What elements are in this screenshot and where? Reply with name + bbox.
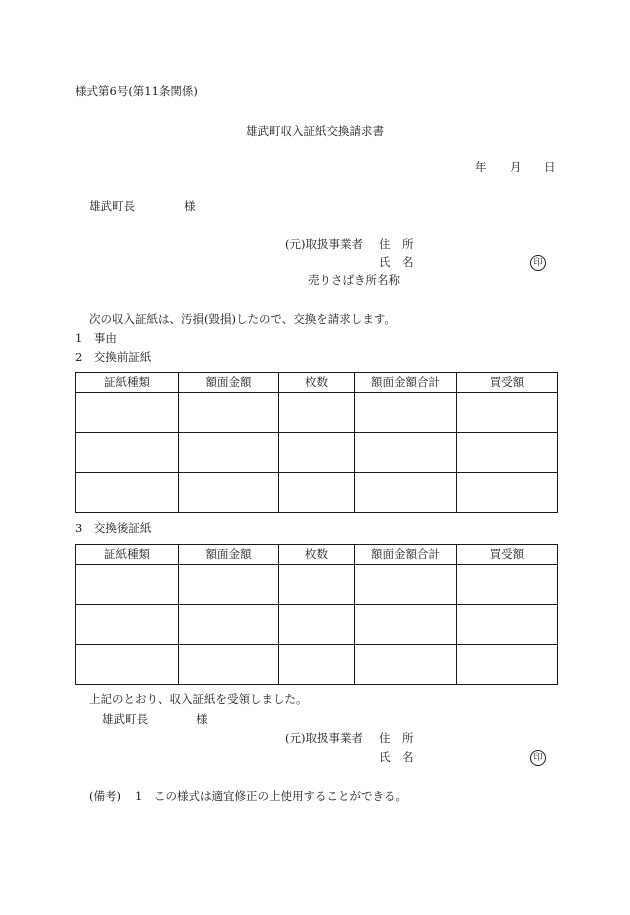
table-cell[interactable] xyxy=(179,565,279,605)
table-row xyxy=(76,605,558,645)
applicant-role: (元)取扱事業者 xyxy=(285,237,363,251)
date-day-label: 日 xyxy=(544,160,556,174)
header-purchase-amount: 買受額 xyxy=(457,373,558,393)
table-cell[interactable] xyxy=(457,473,558,513)
table-cell[interactable] xyxy=(279,433,355,473)
addressee-name: 雄武町長 xyxy=(89,199,135,213)
table-header-row xyxy=(76,373,558,393)
shop-name-label: 売りさばき所名称 xyxy=(308,273,400,287)
date-month-label: 月 xyxy=(510,160,522,174)
table-cell[interactable] xyxy=(76,433,179,473)
table-cell[interactable] xyxy=(457,565,558,605)
table-row xyxy=(76,433,558,473)
date-year-label: 年 xyxy=(475,160,487,174)
table-cell[interactable] xyxy=(457,433,558,473)
table-cell[interactable] xyxy=(179,473,279,513)
table-cell[interactable] xyxy=(179,433,279,473)
table-cell[interactable] xyxy=(179,645,279,685)
table-cell[interactable] xyxy=(457,393,558,433)
table-header-row xyxy=(76,545,558,565)
header-stamp-type: 証紙種類 xyxy=(76,373,179,393)
header-face-value: 額面金額 xyxy=(179,545,279,565)
form-number: 様式第6号(第11条関係) xyxy=(75,84,198,98)
header-purchase-amount: 買受額 xyxy=(457,545,558,565)
table-cell[interactable] xyxy=(457,645,558,685)
table-row xyxy=(76,393,558,433)
table-cell[interactable] xyxy=(76,645,179,685)
receipt-addressee-honorific: 様 xyxy=(196,712,208,726)
addressee-honorific: 様 xyxy=(184,199,196,213)
table-cell[interactable] xyxy=(179,605,279,645)
receipt-name-label: 氏 名 xyxy=(379,750,414,764)
after-exchange-table xyxy=(75,544,558,685)
request-statement: 次の収入証紙は、汚損(毀損)したので、交換を請求します。 xyxy=(89,312,396,326)
applicant-name-label: 氏 名 xyxy=(379,255,414,269)
table-cell[interactable] xyxy=(279,565,355,605)
receipt-address-label: 住 所 xyxy=(379,731,414,745)
header-face-value-total: 額面金額合計 xyxy=(355,545,457,565)
header-face-value-total: 額面金額合計 xyxy=(355,373,457,393)
table-row xyxy=(76,645,558,685)
receipt-role: (元)取扱事業者 xyxy=(285,731,363,745)
table-cell[interactable] xyxy=(76,565,179,605)
table-cell[interactable] xyxy=(76,605,179,645)
receipt-statement: 上記のとおり、収入証紙を受領しました。 xyxy=(89,692,308,706)
seal-mark: 印 xyxy=(530,750,546,766)
table-cell[interactable] xyxy=(76,393,179,433)
table-row xyxy=(76,473,558,513)
header-stamp-type: 証紙種類 xyxy=(76,545,179,565)
table-cell[interactable] xyxy=(279,605,355,645)
header-face-value: 額面金額 xyxy=(179,373,279,393)
table-cell[interactable] xyxy=(279,473,355,513)
table-cell[interactable] xyxy=(355,473,457,513)
table-cell[interactable] xyxy=(279,393,355,433)
remarks-text: この様式は適宜修正の上使用することができる。 xyxy=(154,789,407,803)
applicant-address-label: 住 所 xyxy=(379,237,414,251)
remarks-number: 1 xyxy=(135,789,143,803)
before-exchange-table xyxy=(75,372,558,513)
receipt-addressee-name: 雄武町長 xyxy=(102,712,148,726)
header-count: 枚数 xyxy=(279,545,355,565)
table-cell[interactable] xyxy=(355,393,457,433)
table-row xyxy=(76,565,558,605)
table-cell[interactable] xyxy=(457,605,558,645)
table-cell[interactable] xyxy=(355,645,457,685)
table-cell[interactable] xyxy=(279,645,355,685)
document-title: 雄武町収入証紙交換請求書 xyxy=(246,124,384,138)
remarks-label: (備考) xyxy=(89,789,121,803)
table-cell[interactable] xyxy=(76,473,179,513)
seal-mark: 印 xyxy=(530,255,546,271)
receipt-seal xyxy=(530,750,546,766)
table-cell[interactable] xyxy=(355,565,457,605)
table-cell[interactable] xyxy=(355,605,457,645)
applicant-seal xyxy=(530,255,546,271)
item-after-stamps: 3 交換後証紙 xyxy=(75,521,152,535)
table-cell[interactable] xyxy=(179,393,279,433)
item-before-stamps: 2 交換前証紙 xyxy=(75,350,152,364)
header-count: 枚数 xyxy=(279,373,355,393)
item-reason: 1 事由 xyxy=(75,331,117,345)
table-cell[interactable] xyxy=(355,433,457,473)
